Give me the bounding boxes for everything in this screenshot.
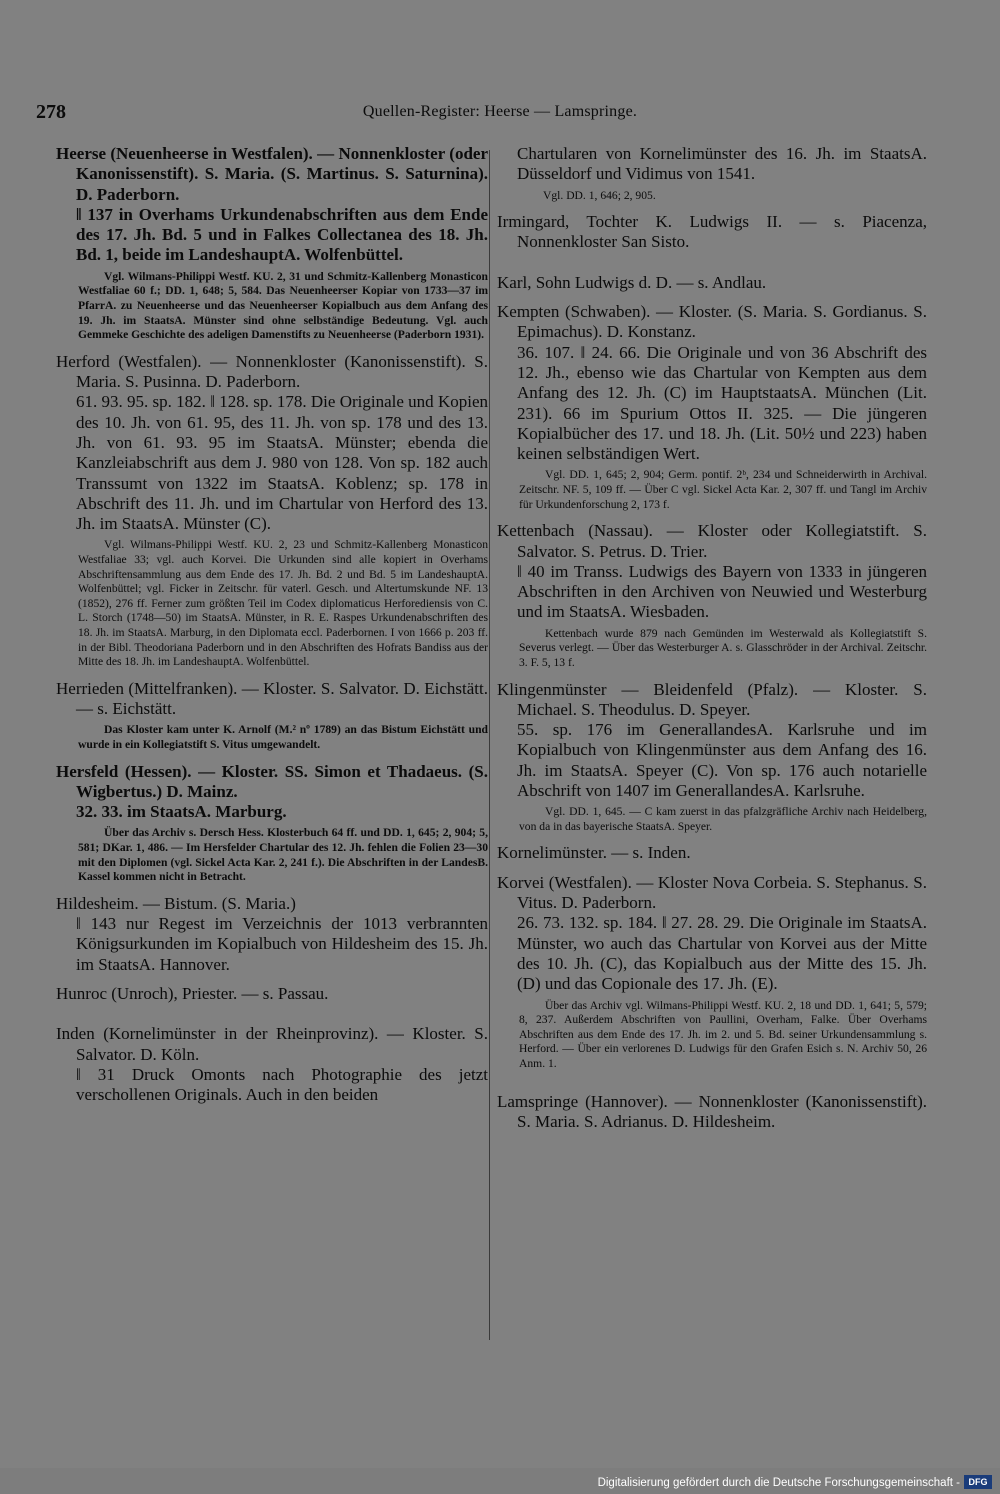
left-column [56, 144, 488, 1114]
entry-lamspringe [497, 1092, 927, 1133]
entry-body: 26. 73. 132. sp. 184. ‖ 27. 28. 29. Die Originale im StaatsA. Münster, wo auch das Chartular von Korvei aus der Mitte des 10. Jh. (C), das Kopialbuch aus der Mitte des 15. Jh. (D) und das Copionale des 17. Jh. (E). [517, 913, 927, 994]
entry-head: Kornelimünster. — s. Inden. [497, 843, 691, 863]
entry-note: Vgl. DD. 1, 646; 2, 905. [543, 188, 656, 202]
entry-herford [56, 352, 488, 670]
right-column [497, 144, 927, 1141]
entry-head: Kettenbach (Nassau). — Kloster oder Kollegiatstift. S. Salvator. S. Petrus. D. Trier. [497, 521, 927, 561]
entry-head: Heerse (Neuenheerse in Westfalen). — Nonnenkloster (oder Kanonissenstift). S. Maria. (S. Martinus. S. Saturnina). D. Paderborn. [56, 144, 488, 204]
page-number: 278 [36, 101, 66, 123]
entry-head: Lamspringe (Hannover). — Nonnenkloster (Kanonissenstift). S. Maria. S. Adrianus. D. Hildesheim. [497, 1091, 927, 1131]
entry-body: Chartularen von Kornelimünster des 16. Jh. im StaatsA. Düsseldorf und Vidimus von 1541. [517, 144, 927, 184]
column-divider [489, 150, 490, 1340]
entry-head: Karl, Sohn Ludwigs d. D. — s. Andlau. [497, 272, 767, 292]
entry-note: Vgl. Wilmans-Philippi Westf. KU. 2, 23 und Schmitz-Kallenberg Monasticon Westfaliae 33; vgl. auch Korvei. Die Urkunden sind alle kopiert in Overhams Abschriftensammlung aus dem Ende des 17. Jh. Bd. 2 und Bd. 5 im LandeshauptA. Wolfenbüttel; vgl. Ficker in Zeitschr. für vaterl. Gesch. und Altertumskunde NF. 13 (1852), 276 ff. Ferner zum größten Teil im Codex diplomaticus Herforediensis von C. L. Storch (1748—50) im StaatsA. Münster, in R. E. Raspes Urkundenabschriften des 18. Jh. im StaatsA. Marburg, in den Diplomata eccl. Paderbornen. I von 1666 p. 203 ff. in der Bibl. Theodoriana Paderborn und in den Abschriften des Hofrats Bandiss aus der Mitte des 18. Jh. im LandeshauptA. Wolfenbüttel. [78, 538, 488, 669]
entry-klingenmuenster [497, 680, 927, 835]
entry-note: Über das Archiv s. Dersch Hess. Klosterbuch 64 ff. und DD. 1, 645; 2, 904; 5, 581; DKar. 1, 486. — Im Hersfelder Chartular des 12. Jh. fehlen die Folien 23—30 mit den Diplomen (vgl. Sickel Acta Kar. 2, 241 f.). Die Abschriften in der LandesB. Kassel kommen nicht in Betracht. [78, 826, 488, 884]
entry-korvei [497, 873, 927, 1072]
entry-hildesheim [56, 894, 488, 975]
entry-body: ‖ 143 nur Regest im Verzeichnis der 1013 verbrannten Königsurkunden im Kopialbuch von Hildesheim des 15. Jh. im StaatsA. Hannover. [76, 914, 488, 974]
entry-karl [497, 273, 927, 293]
entry-irmingard [497, 212, 927, 253]
entry-head: Hildesheim. — Bistum. (S. Maria.) [56, 893, 296, 913]
entry-body: ‖ 40 im Transs. Ludwigs des Bayern von 1333 in jüngeren Abschriften in den Archiven von Neuwied und Westerburg und im StaatsA. Wiesbaden. [517, 561, 927, 622]
entry-note: Vgl. Wilmans-Philippi Westf. KU. 2, 31 und Schmitz-Kallenberg Monasticon Westfaliae 60 f.; DD. 1, 648; 5, 584. Das Neuenheerser Kopiar von 1733—37 im PfarrA. zu Neuenheerse und das Neuenheerser Kopialbuch aus dem Anfang des 19. Jh. im StaatsA. Münster sind ohne selbständige Bedeutung. Vgl. auch Gemmeke Geschichte des adeligen Damenstifts zu Neuenheerse (Paderborn 1931). [78, 269, 488, 342]
entry-head: Herrieden (Mittelfranken). — Kloster. S. Salvator. D. Eichstätt. — s. Eichstätt. [56, 678, 488, 719]
entry-hersfeld [56, 762, 488, 885]
digitization-credit: Digitalisierung gefördert durch die Deutsche Forschungsgemeinschaft - [597, 1477, 960, 1489]
entry-kornelimuenster [497, 843, 927, 863]
entry-note: Kettenbach wurde 879 nach Gemünden im Westerwald als Kollegiatstift S. Severus verlegt. — Über das Westerburger A. s. Glasschröder in der Archival. Zeitschr. 3. F. 5, 13 f. [519, 626, 927, 669]
entry-head: Inden (Kornelimünster in der Rheinprovinz). — Kloster. S. Salvator. D. Köln. [56, 1024, 488, 1064]
entry-note: Über das Archiv vgl. Wilmans-Philippi Westf. KU. 2, 18 und DD. 1, 641; 5, 579; 8, 237. Außerdem Abschriften von Paullini, Overham, Falke. Über Overhams Abschriften aus dem Ende des 17. Jh. im 2. und 5. Bd. seiner Urkundensammlung s. Herford. — Über ein verlorenes D. Ludwigs für den Grafen Esich s. N. Archiv 50, 26 Anm. 1. [519, 998, 927, 1070]
entry-herrieden [56, 679, 488, 753]
entry-head: Kempten (Schwaben). — Kloster. (S. Maria. S. Gordianus. S. Epimachus). D. Konstanz. [497, 302, 927, 342]
entry-head: Hersfeld (Hessen). — Kloster. SS. Simon et Thadaeus. (S. Wigbertus.) D. Mainz. [56, 761, 488, 801]
entry-body: 36. 107. ‖ 24. 66. Die Originale und von 36 Abschrift des 12. Jh., ebenso wie das Chartular von Kempten aus dem Anfang des 12. Jh. (C) im HauptstaatsA. München (Lit. 231). 66 im Spurium Ottos II. 325. — Die jüngeren Kopialbücher des 17. und 18. Jh. (Lit. 50½ und 223) haben keinen selbständigen Wert. [517, 342, 927, 464]
entry-head: Klingenmünster — Bleidenfeld (Pfalz). — Kloster. S. Michael. S. Theodulus. D. Speyer. [497, 679, 927, 719]
entry-head: Herford (Westfalen). — Nonnenkloster (Kanonissenstift). S. Maria. S. Pusinna. D. Paderborn. [56, 351, 488, 392]
footer-bar [0, 1468, 1000, 1494]
entry-body: 55. sp. 176 im GenerallandesA. Karlsruhe und im Kopialbuch von Klingenmünster aus dem Anfang des 16. Jh. im StaatsA. Speyer (C). Von sp. 176 auch notarielle Abschrift von 1407 im GenerallandesA. Karlsruhe. [517, 720, 927, 800]
entry-kettenbach [497, 521, 927, 670]
entry-inden-continued [497, 144, 927, 203]
entry-body: ‖ 137 in Overhams Urkundenabschriften aus dem Ende des 17. Jh. Bd. 5 und in Falkes Collectanea des 18. Jh. Bd. 1, beide im LandeshauptA. Wolfenbüttel. [76, 204, 488, 265]
entry-note: Vgl. DD. 1, 645. — C kam zuerst in das pfalzgräfliche Archiv nach Heidelberg, von da in das bayerische StaatsA. Speyer. [519, 805, 927, 833]
entry-note: Das Kloster kam unter K. Arnolf (M.² nº 1789) an das Bistum Eichstätt und wurde in ein Kollegiatstift S. Vitus umgewandelt. [78, 723, 488, 751]
entry-heerse [56, 144, 488, 343]
entry-hunroc [56, 984, 488, 1004]
entry-head: Hunroc (Unroch), Priester. — s. Passau. [56, 984, 329, 1003]
entry-body: ‖ 31 Druck Omonts nach Photographie des jetzt verschollenen Originals. Auch in den beiden [76, 1064, 488, 1105]
running-head: Quellen-Register: Heerse — Lamspringe. [362, 103, 638, 120]
entry-note: Vgl. DD. 1, 645; 2, 904; Germ. pontif. 2ᵇ, 234 und Schneiderwirth in Archival. Zeitschr. NF. 5, 109 ff. — Über C vgl. Sickel Acta Kar. 2, 307 ff. und Tangl im Archiv für Urkundenforschung 2, 173 f. [519, 468, 927, 511]
entry-head: Irmingard, Tochter K. Ludwigs II. — s. Piacenza, Nonnenkloster San Sisto. [497, 212, 927, 252]
entry-kempten [497, 302, 927, 512]
entry-inden [56, 1024, 488, 1105]
entry-body: 61. 93. 95. sp. 182. ‖ 128. sp. 178. Die Originale und Kopien des 10. Jh. von 61. 95, des 11. Jh. von sp. 178 und des 13. Jh. von 61. 93. 95 im StaatsA. Münster; ebenda die Kanzleiabschrift aus dem J. 980 von 128. Von sp. 182 auch Transsumt von 1322 im StaatsA. Koblenz; sp. 178 in Abschrift des 11. Jh. und im Chartular von Herford des 13. Jh. im StaatsA. Münster (C). [76, 392, 488, 534]
entry-body: 32. 33. im StaatsA. Marburg. [76, 802, 287, 822]
dfg-logo: DFG [964, 1475, 992, 1489]
entry-head: Korvei (Westfalen). — Kloster Nova Corbeia. S. Stephanus. S. Vitus. D. Paderborn. [497, 872, 927, 913]
